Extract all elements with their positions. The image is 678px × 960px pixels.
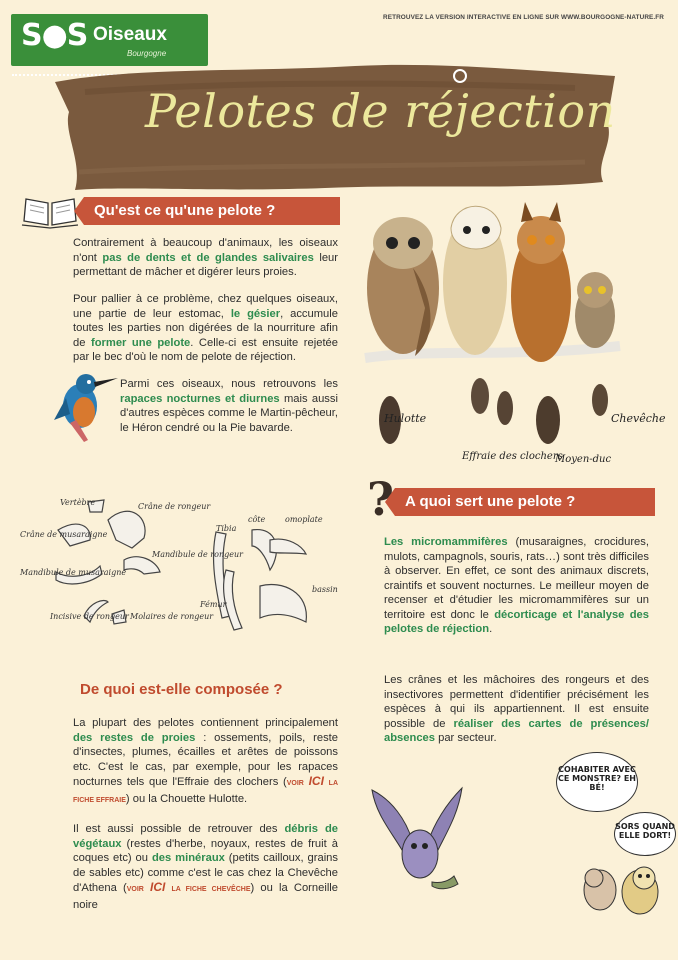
bone-label-molaires-rongeur: Molaires de rongeur (130, 612, 214, 621)
fiche-cheveche-link[interactable]: LA FICHE CHEVÊCHE (171, 886, 251, 893)
logo-region-text: Bourgogne (127, 49, 167, 58)
voir-fiche-effraie-prefix[interactable]: VOIR (286, 780, 304, 787)
bone-label-omoplate: omoplate (285, 515, 323, 524)
owl-label-hulotte: Hulotte (384, 412, 427, 425)
paragraph-no-teeth: Contrairement à beaucoup d'animaux, les oiseaux n'ont pas de dents et de glandes salivaires leur permettant de mâcher et digérer leurs proies. (73, 237, 338, 278)
interactive-version-link[interactable]: RETROUVEZ LA VERSION INTERACTIVE EN LIGNE SUR WWW.BOURGOGNE-NATURE.FR (383, 14, 664, 21)
owl-hunting-cartoon (362, 780, 472, 900)
fiche-effraie-link[interactable]: LA FICHE EFFRAIE (73, 780, 339, 804)
paragraph-micromammals: Les micromammifères (musaraignes, crocidures, mulots, campagnols, souris, rats…) sont très difficiles à observer. En effet, ce sont des animaux discrets, craintifs et souvent nocturnes. Le meilleur moyen de recenser et d'étudier les micromammifères sur un territoire est donc le décorticage et l'analyse des pelotes de réjection. (384, 536, 650, 635)
bone-label-crane-musaraigne: Crâne de musaraigne (20, 530, 108, 539)
paragraph-gizzard: Pour pallier à ce problème, chez quelques oiseaux, une partie de leur estomac, le gésier, accumule toutes les parties non digérées de la nourriture afin de former une pelote. Celle-ci est ensuite rejetée par le bec d'où le nom de pelote de réjection. (73, 293, 338, 363)
voir-fiche-cheveche-prefix[interactable]: VOIR (126, 886, 144, 893)
bone-label-mandibule-musaraigne: Mandibule de musaraigne (20, 568, 127, 577)
bone-label-cote: côte (248, 515, 266, 524)
bone-label-vertebre: Vertèbre (60, 498, 96, 507)
ici-link-effraie[interactable]: ICI (308, 774, 324, 788)
logo-sos-text: S●S (21, 18, 88, 53)
section-heading-purpose: A quoi sert une pelote ? (395, 488, 655, 516)
bone-label-femur: Fémur (200, 600, 227, 609)
logo-oiseaux-text: Oiseaux (93, 24, 167, 45)
ici-link-cheveche[interactable]: ICI (150, 880, 166, 894)
bone-label-mandibule-rongeur: Mandibule de rongeur (152, 550, 243, 559)
open-book-icon (20, 195, 80, 229)
owl-label-cheveche: Chevêche (611, 412, 666, 425)
paragraph-birds-producing-pellets: Parmi ces oiseaux, nous retrouvons les rapaces nocturnes et diurnes mais aussi d'autres espèces comme le Martin-pêcheur, le Héron cendré ou la Pie bavarde. (120, 378, 338, 434)
paragraph-skulls-jaws: Les crânes et les mâchoires des rongeurs et des insectivores permettent d'identifier précisément les espèces à qui ils appartiennent. Il est ensuite possible de réaliser des cartes de présences/ absences par secteur. (384, 674, 649, 744)
paragraph-plant-mineral: Il est aussi possible de retrouver des débris de végétaux (restes d'herbe, noyaux, restes de fruit à coques etc) ou des minéraux (petits cailloux, grains de sables etc) comme c'est le cas chez la Chevêche d'Athena (VOIR ICI LA FICHE CHEVÊCHE) ou la Corneille noire (73, 823, 339, 911)
speech-bubble-sors: SORS QUAND ELLE DORT! (614, 812, 676, 856)
owl-label-moyen-duc: Moyen-duc (555, 454, 612, 465)
dotted-divider-end-circle (453, 69, 467, 83)
bone-label-incisive-rongeur: Incisive de rongeur (50, 612, 129, 621)
speech-bubble-monstre: COHABITER AVEC CE MONSTRE? EH BÉ! (556, 752, 638, 812)
owl-label-effraie: Effraie des clochers (462, 451, 563, 462)
section-heading-composition: De quoi est-elle composée ? (80, 681, 283, 698)
sos-oiseaux-logo[interactable] (11, 14, 208, 66)
owls-and-pellets-illustration (355, 188, 625, 488)
question-mark-icon: ? (367, 472, 394, 526)
bone-label-tibia: Tibia (216, 524, 237, 533)
bone-label-bassin: bassin (312, 585, 338, 594)
paragraph-prey-remains: La plupart des pelotes contiennent principalement des restes de proies : ossements, poils, reste d'insectes, plumes, écailles et arêtes de poissons etc. C'est le cas, par exemple, pour les rapaces nocturnes tels que l'Effraie des clochers (VOIR ICI LA FICHE EFFRAIE) ou la Chouette Hulotte. (73, 717, 339, 805)
kingfisher-illustration (40, 368, 120, 446)
section-heading-what-is-pellet: Qu'est ce qu'une pelote ? (84, 197, 340, 225)
page-title: Pelotes de réjection (145, 84, 616, 138)
bone-label-crane-rongeur: Crâne de rongeur (138, 502, 211, 511)
